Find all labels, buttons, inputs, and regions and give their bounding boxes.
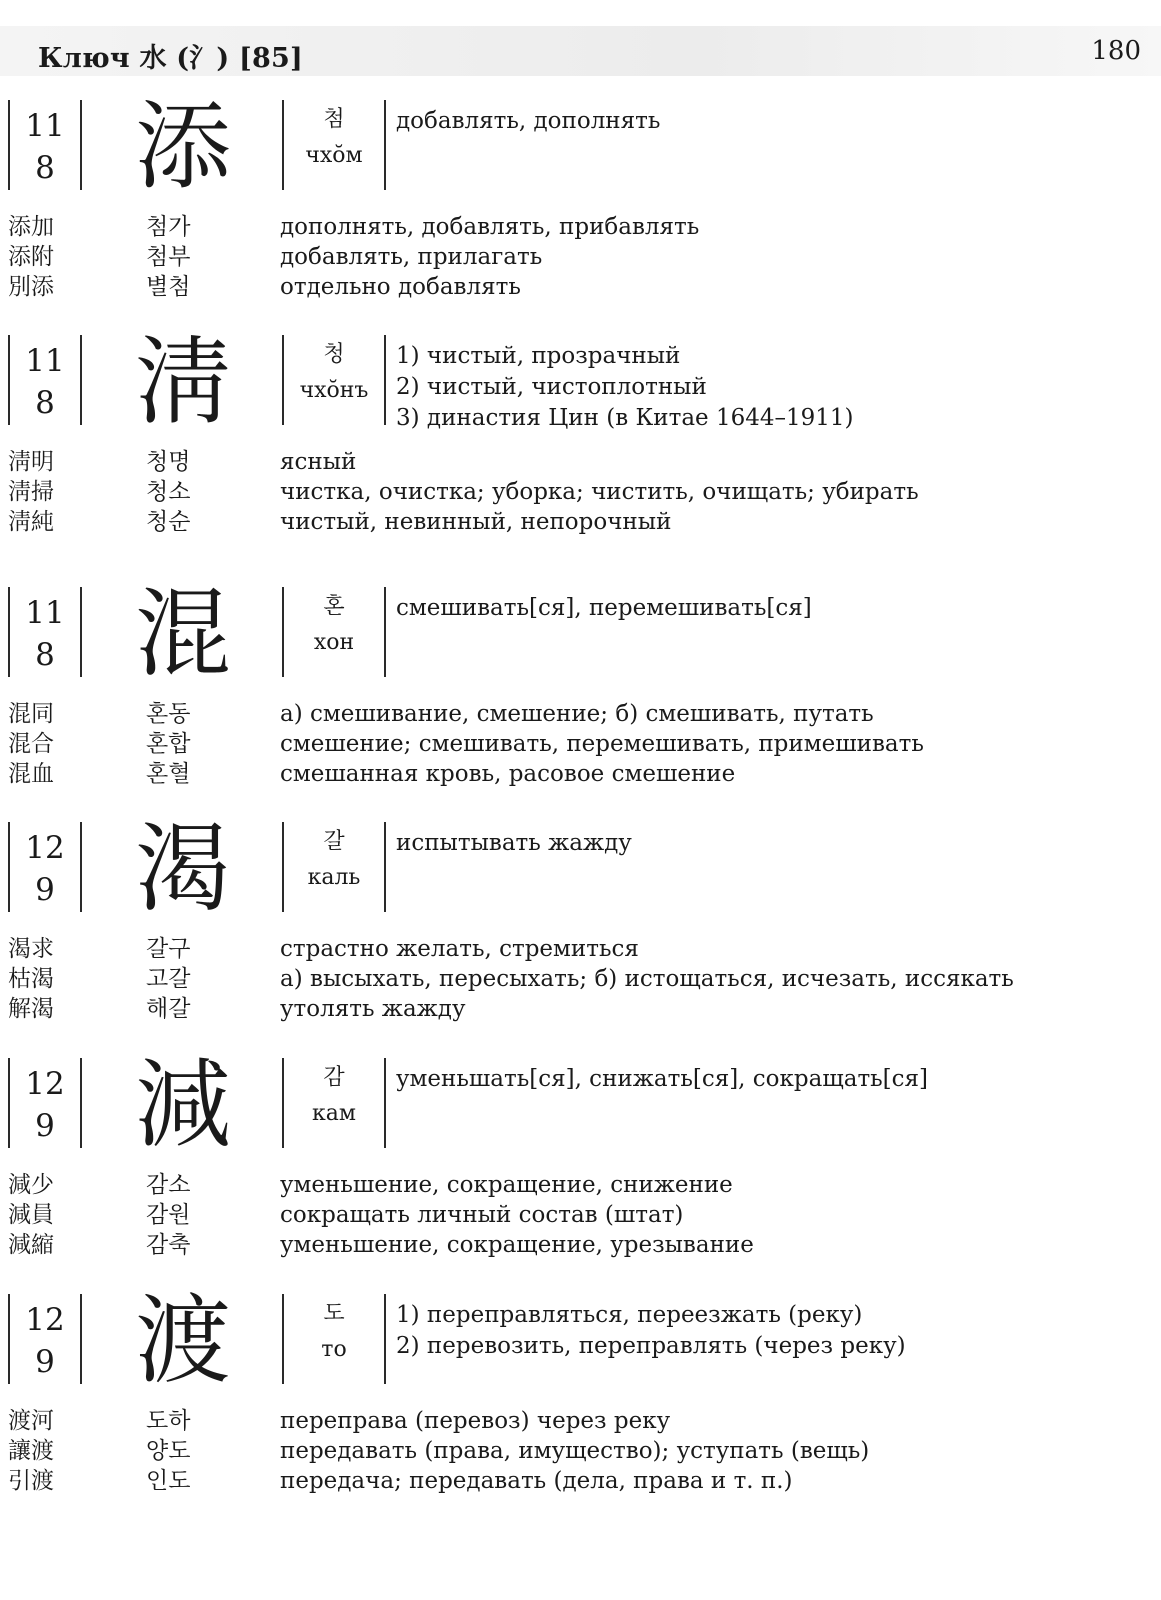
compound-translation: страстно желать, стремиться	[280, 936, 639, 962]
hangul-reading: 갈	[323, 829, 345, 854]
compound-translation: а) высыхать, пересыхать; б) истощаться, исчезать, иссякать	[280, 966, 1014, 992]
compound-hanja: 混血	[8, 761, 54, 787]
dictionary-entry	[0, 326, 1161, 565]
stroke-count-box	[8, 1294, 82, 1384]
compound-hangul: 감소	[146, 1172, 191, 1198]
compound-hanja: 讓渡	[8, 1438, 54, 1464]
hangul-reading: 혼	[323, 594, 345, 619]
meaning-line: 2) чистый, чистоплотный	[396, 374, 707, 400]
compound-translation: уменьшение, сокращение, урезывание	[280, 1232, 754, 1258]
compound-hangul: 청순	[146, 509, 191, 535]
compound-hanja: 混同	[8, 701, 54, 727]
stroke-count-box	[8, 335, 82, 425]
compound-hanja: 渡河	[8, 1408, 54, 1434]
compound-hangul: 고갈	[146, 966, 191, 992]
compound-translation: смешанная кровь, расовое смешение	[280, 761, 736, 787]
compound-hanja: 枯渴	[8, 966, 54, 992]
meaning-line: смешивать[ся], перемешивать[ся]	[396, 595, 812, 621]
stroke-count-box	[8, 100, 82, 190]
compound-hanja: 別添	[8, 274, 54, 300]
reading-box	[282, 1294, 386, 1384]
compounds-list	[0, 1406, 1161, 1496]
compound-row	[0, 964, 1161, 994]
compound-hangul: 청명	[146, 449, 191, 475]
compound-hanja: 淸純	[8, 509, 54, 535]
compound-hanja: 添加	[8, 214, 54, 240]
hanja-character: 淸	[135, 326, 231, 438]
meanings-list	[396, 828, 1136, 859]
compound-translation: ясный	[280, 449, 357, 475]
page-header	[0, 26, 1161, 76]
compound-translation: отдельно добавлять	[280, 274, 521, 300]
compound-translation: передавать (права, имущество); уступать (вещь)	[280, 1438, 870, 1464]
compounds-list	[0, 212, 1161, 302]
page-number: 180	[1091, 36, 1141, 66]
compound-row	[0, 1436, 1161, 1466]
compound-row	[0, 212, 1161, 242]
stroke-count-box	[8, 587, 82, 677]
compounds-list	[0, 447, 1161, 537]
compound-row	[0, 1466, 1161, 1496]
compound-hangul: 갈구	[146, 936, 191, 962]
compound-hangul: 도하	[146, 1408, 191, 1434]
residual-strokes: 8	[35, 637, 55, 673]
compound-hangul: 해갈	[146, 996, 191, 1022]
cyrillic-reading: хон	[313, 630, 355, 655]
compound-hanja: 減縮	[8, 1232, 54, 1258]
compound-translation: утолять жажду	[280, 996, 466, 1022]
dictionary-entry	[0, 813, 1161, 1052]
compound-row	[0, 729, 1161, 759]
meanings-list	[396, 341, 1136, 434]
compound-row	[0, 934, 1161, 964]
hangul-reading: 첨	[323, 107, 345, 132]
total-strokes: 11	[25, 343, 65, 379]
compound-row	[0, 447, 1161, 477]
compound-translation: сокращать личный состав (штат)	[280, 1202, 684, 1228]
cyrillic-reading: чхŏнъ	[299, 378, 369, 403]
compound-row	[0, 1230, 1161, 1260]
stroke-count-box	[8, 1058, 82, 1148]
residual-strokes: 8	[35, 385, 55, 421]
compound-hangul: 감축	[146, 1232, 191, 1258]
cyrillic-reading: кам	[312, 1101, 356, 1126]
meanings-list	[396, 593, 1136, 624]
compound-row	[0, 242, 1161, 272]
meaning-line: 1) чистый, прозрачный	[396, 343, 681, 369]
meaning-line: уменьшать[ся], снижать[ся], сокращать[ся]	[396, 1066, 929, 1092]
residual-strokes: 9	[35, 872, 55, 908]
total-strokes: 12	[25, 1302, 65, 1338]
compound-hangul: 혼혈	[146, 761, 191, 787]
stroke-count-box	[8, 822, 82, 912]
compound-row	[0, 1406, 1161, 1436]
compound-hangul: 첨가	[146, 214, 191, 240]
compound-hangul: 별첨	[146, 274, 191, 300]
hanja-character: 減	[135, 1049, 231, 1161]
dictionary-entry	[0, 91, 1161, 330]
compound-hanja: 減員	[8, 1202, 54, 1228]
hanja-character: 渴	[135, 813, 231, 925]
dictionary-entry	[0, 578, 1161, 817]
hanja-character: 渡	[135, 1285, 231, 1397]
reading-box	[282, 587, 386, 677]
reading-box	[282, 100, 386, 190]
compound-hanja: 解渴	[8, 996, 54, 1022]
header-title: Ключ 水 (氵) [85]	[38, 43, 303, 74]
meaning-line: 2) перевозить, переправлять (через реку)	[396, 1333, 906, 1359]
compound-row	[0, 1200, 1161, 1230]
meaning-line: добавлять, дополнять	[396, 108, 661, 134]
compound-hanja: 引渡	[8, 1468, 54, 1494]
compound-hanja: 渴求	[8, 936, 54, 962]
compound-hanja: 混合	[8, 731, 54, 757]
compound-hanja: 淸掃	[8, 479, 54, 505]
residual-strokes: 9	[35, 1344, 55, 1380]
compound-hangul: 첨부	[146, 244, 191, 270]
meanings-list	[396, 106, 1136, 137]
compound-row	[0, 759, 1161, 789]
compound-hangul: 혼동	[146, 701, 191, 727]
reading-box	[282, 1058, 386, 1148]
compound-hangul: 혼합	[146, 731, 191, 757]
compound-translation: дополнять, добавлять, прибавлять	[280, 214, 700, 240]
total-strokes: 12	[25, 1066, 65, 1102]
hangul-reading: 도	[323, 1301, 345, 1326]
compound-row	[0, 994, 1161, 1024]
compound-hanja: 減少	[8, 1172, 54, 1198]
compound-hangul: 청소	[146, 479, 191, 505]
compound-row	[0, 1170, 1161, 1200]
meaning-line: 1) переправляться, переезжать (реку)	[396, 1302, 863, 1328]
meanings-list	[396, 1300, 1136, 1362]
residual-strokes: 9	[35, 1108, 55, 1144]
compound-translation: передача; передавать (дела, права и т. п.)	[280, 1468, 793, 1494]
compound-hanja: 添附	[8, 244, 54, 270]
compound-translation: уменьшение, сокращение, снижение	[280, 1172, 733, 1198]
reading-box	[282, 335, 386, 425]
compound-translation: переправа (перевоз) через реку	[280, 1408, 671, 1434]
compound-row	[0, 477, 1161, 507]
compound-row	[0, 507, 1161, 537]
cyrillic-reading: чхŏм	[305, 143, 363, 168]
compounds-list	[0, 934, 1161, 1024]
hanja-character: 混	[135, 578, 231, 690]
hangul-reading: 감	[323, 1065, 345, 1090]
compound-translation: смешение; смешивать, перемешивать, примешивать	[280, 731, 924, 757]
cyrillic-reading: каль	[307, 865, 361, 890]
total-strokes: 12	[25, 830, 65, 866]
meanings-list	[396, 1064, 1136, 1095]
hanja-character: 添	[135, 91, 231, 203]
compound-hangul: 양도	[146, 1438, 191, 1464]
compound-row	[0, 272, 1161, 302]
meaning-line: испытывать жажду	[396, 830, 632, 856]
compound-translation: чистка, очистка; уборка; чистить, очищать; убирать	[280, 479, 919, 505]
dictionary-entry	[0, 1285, 1161, 1524]
compounds-list	[0, 1170, 1161, 1260]
residual-strokes: 8	[35, 150, 55, 186]
total-strokes: 11	[25, 595, 65, 631]
dictionary-entry	[0, 1049, 1161, 1288]
hangul-reading: 청	[323, 342, 345, 367]
compound-translation: добавлять, прилагать	[280, 244, 543, 270]
total-strokes: 11	[25, 108, 65, 144]
compound-translation: чистый, невинный, непорочный	[280, 509, 672, 535]
compound-row	[0, 699, 1161, 729]
compounds-list	[0, 699, 1161, 789]
compound-hangul: 감원	[146, 1202, 191, 1228]
compound-hangul: 인도	[146, 1468, 191, 1494]
meaning-line: 3) династия Цин (в Китае 1644–1911)	[396, 405, 854, 431]
cyrillic-reading: то	[321, 1337, 347, 1362]
compound-hanja: 淸明	[8, 449, 54, 475]
compound-translation: а) смешивание, смешение; б) смешивать, путать	[280, 701, 874, 727]
reading-box	[282, 822, 386, 912]
